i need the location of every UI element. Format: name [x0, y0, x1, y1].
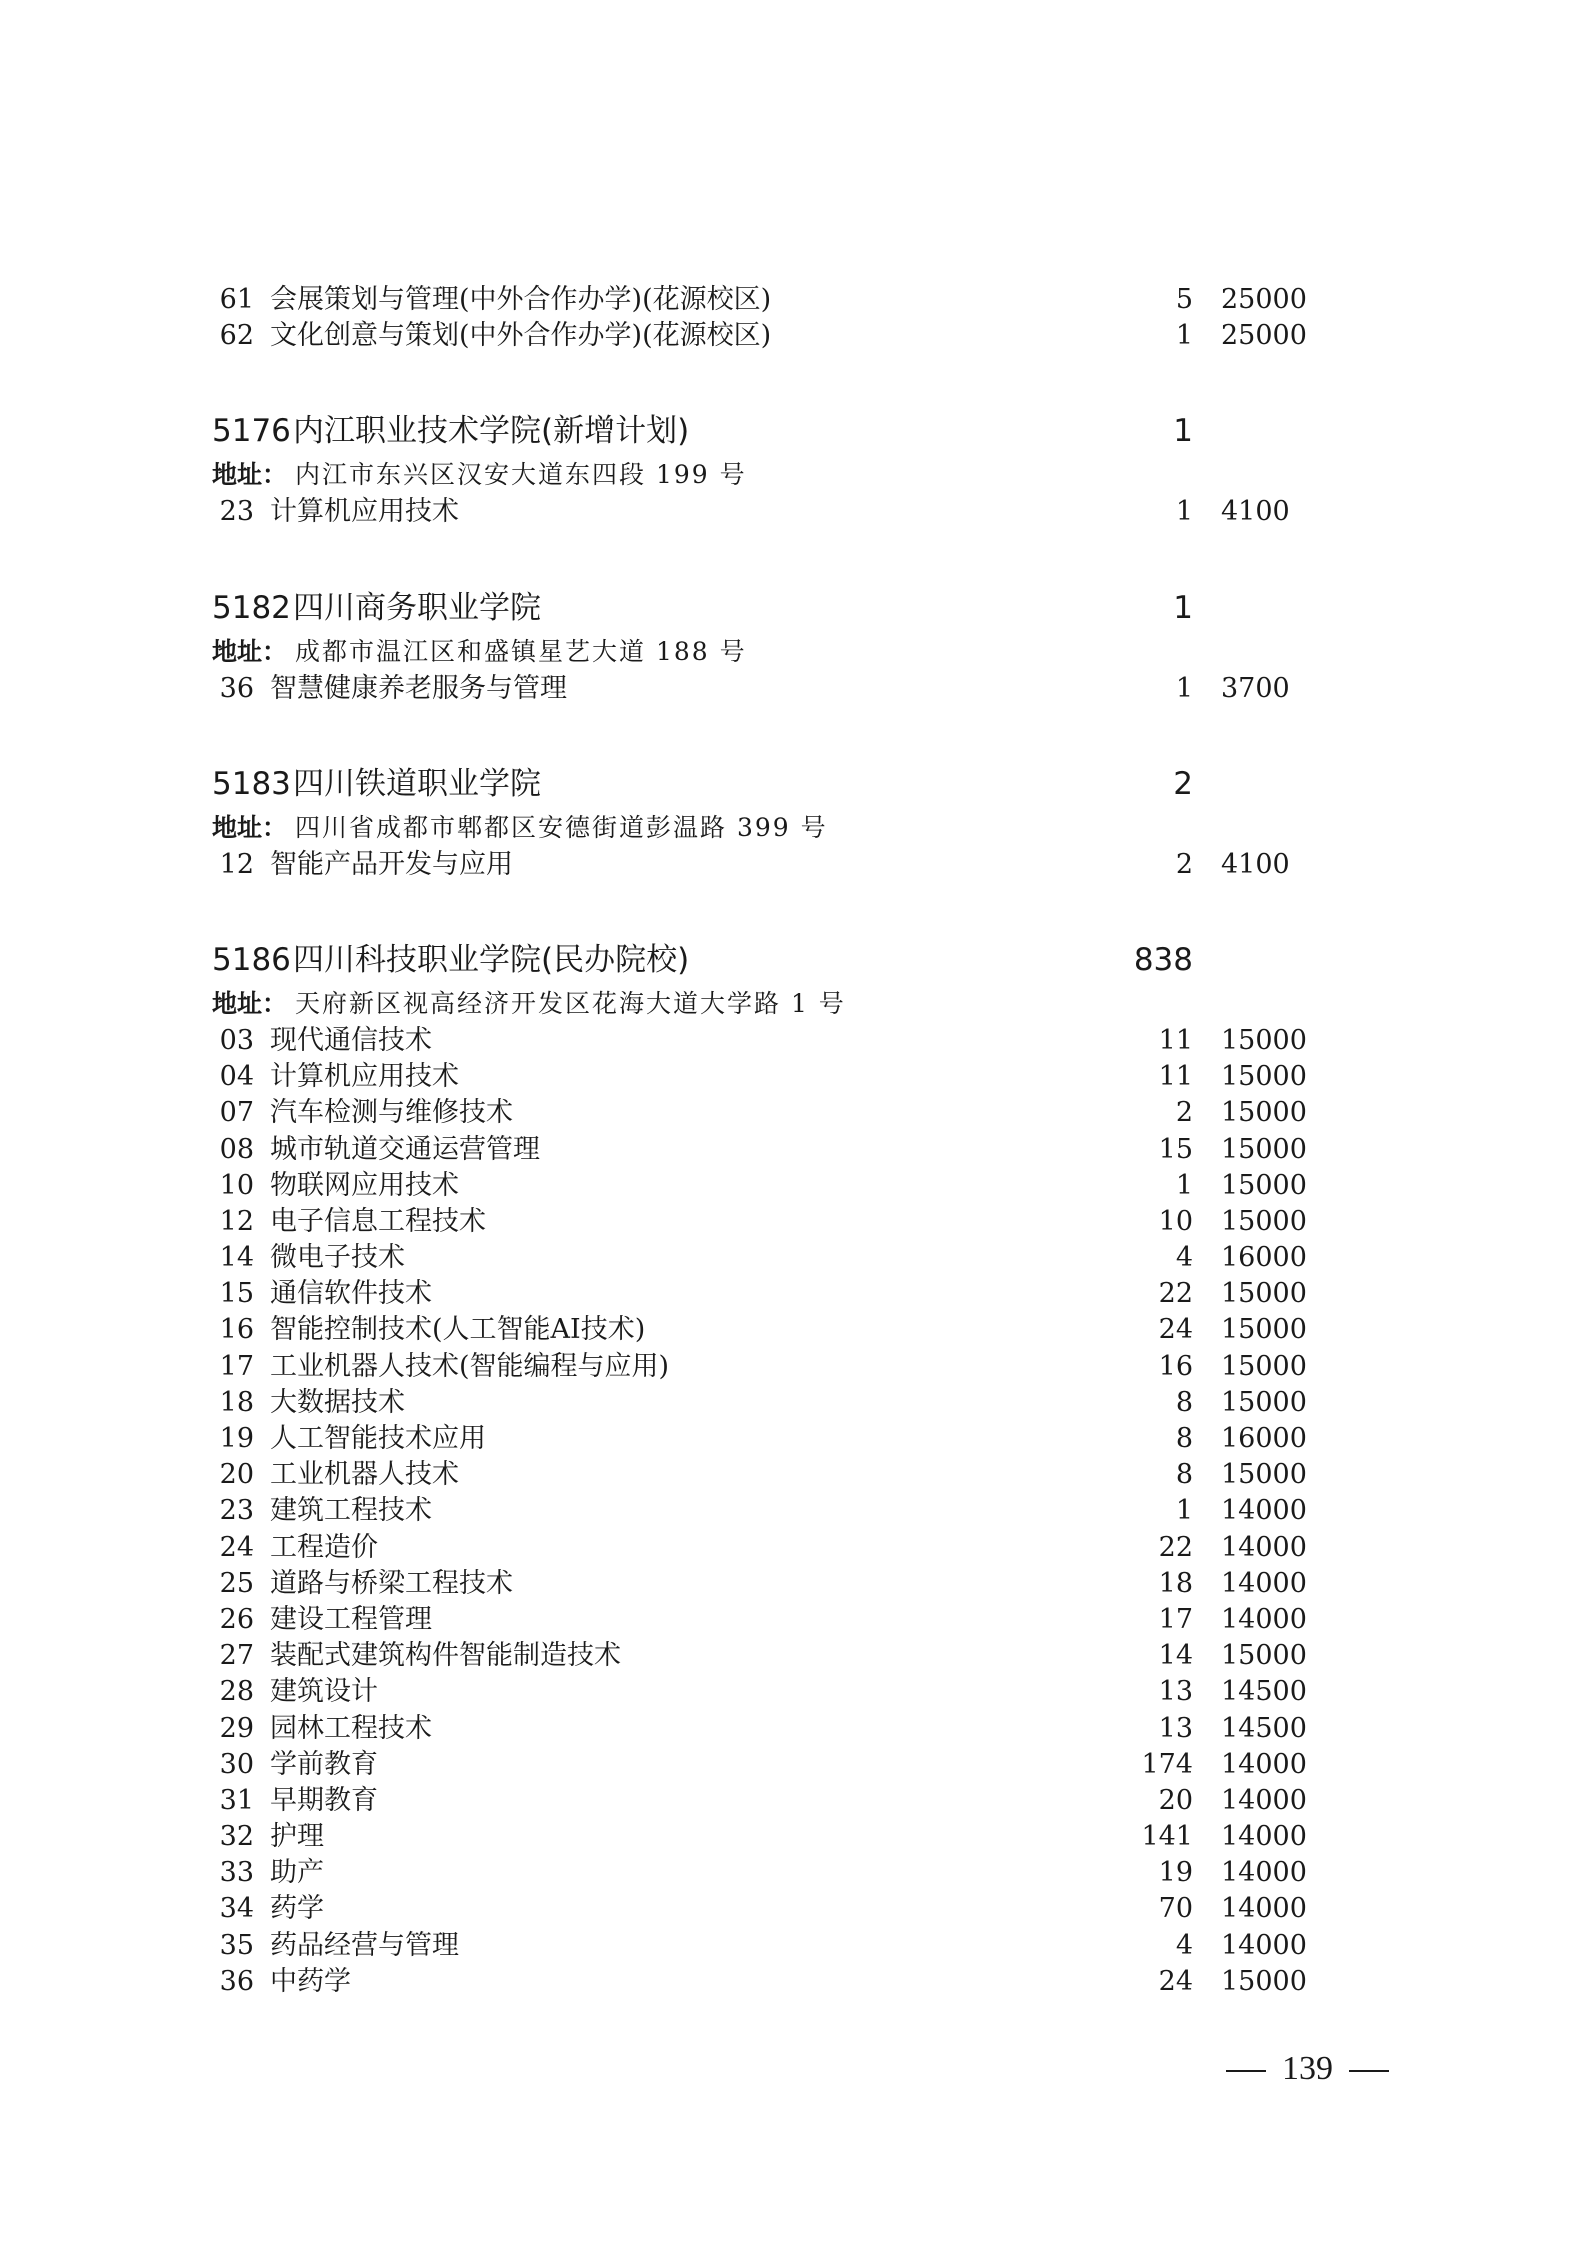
program-count: 174 — [1141, 1748, 1193, 1780]
program-code: 08 — [219, 1133, 254, 1165]
program-row — [0, 1711, 1587, 1747]
program-fee: 14000 — [1221, 1857, 1307, 1889]
program-fee: 14000 — [1221, 1748, 1307, 1780]
program-code: 16 — [219, 1314, 254, 1346]
program-count: 2 — [1175, 848, 1193, 880]
program-name: 药学 — [270, 1893, 324, 1925]
program-fee: 14000 — [1221, 1929, 1307, 1961]
program-row — [0, 1891, 1587, 1927]
program-code: 10 — [219, 1169, 254, 1201]
program-row — [0, 1095, 1587, 1131]
school-total-count: 2 — [1173, 765, 1193, 802]
program-count: 1 — [1175, 496, 1193, 528]
program-name: 计算机应用技术 — [270, 1061, 459, 1093]
program-code: 23 — [219, 496, 254, 528]
address-label: 地址： — [212, 460, 288, 490]
school-header — [0, 406, 1587, 456]
program-fee: 15000 — [1221, 1314, 1307, 1346]
program-code: 12 — [219, 848, 254, 880]
program-row — [0, 1602, 1587, 1638]
school-total-count: 1 — [1173, 589, 1193, 626]
program-row — [0, 1928, 1587, 1964]
program-code: 24 — [219, 1531, 254, 1563]
program-count: 1 — [1175, 1169, 1193, 1201]
address-label: 地址： — [212, 988, 288, 1018]
program-row — [0, 1168, 1587, 1204]
program-count: 15 — [1158, 1133, 1193, 1165]
program-code: 23 — [219, 1495, 254, 1527]
program-row — [0, 1276, 1587, 1312]
school-address — [0, 809, 1587, 847]
program-count: 1 — [1175, 1495, 1193, 1527]
program-count: 70 — [1158, 1893, 1193, 1925]
program-fee: 15000 — [1221, 1169, 1307, 1201]
program-code: 04 — [219, 1061, 254, 1093]
program-row — [0, 1566, 1587, 1602]
program-count: 10 — [1158, 1205, 1193, 1237]
program-code: 17 — [219, 1350, 254, 1382]
program-code: 20 — [219, 1459, 254, 1491]
program-row — [0, 1638, 1587, 1674]
program-row — [0, 494, 1587, 530]
program-count: 1 — [1175, 320, 1193, 352]
section-gap — [0, 883, 1587, 935]
program-name: 文化创意与策划(中外合作办学)(花源校区) — [270, 320, 772, 352]
program-fee: 4100 — [1221, 848, 1290, 880]
address-text: 内江市东兴区汉安大道东四段 199 号 — [295, 460, 747, 490]
program-name: 药品经营与管理 — [270, 1929, 459, 1961]
page-number: 139 — [1282, 2050, 1333, 2087]
program-name: 会展策划与管理(中外合作办学)(花源校区) — [270, 284, 772, 315]
footer-dash-left — [1226, 2070, 1266, 2072]
enrollment-listing — [0, 282, 1587, 2000]
section-gap — [0, 531, 1587, 583]
program-code: 25 — [219, 1567, 254, 1599]
school-code: 5186 — [212, 941, 291, 978]
program-fee: 15000 — [1221, 1024, 1307, 1056]
program-row — [0, 318, 1587, 354]
program-count: 8 — [1175, 1423, 1193, 1454]
program-name: 建设工程管理 — [270, 1603, 432, 1635]
program-fee: 14000 — [1221, 1821, 1307, 1853]
program-name: 工业机器人技术(智能编程与应用) — [270, 1350, 670, 1382]
program-count: 14 — [1158, 1640, 1193, 1672]
school-header — [0, 935, 1587, 985]
program-row — [0, 1023, 1587, 1059]
program-name: 园林工程技术 — [270, 1712, 432, 1744]
address-label: 地址： — [212, 812, 288, 842]
program-count: 8 — [1175, 1386, 1193, 1418]
program-code: 34 — [219, 1893, 254, 1925]
program-count: 18 — [1158, 1567, 1193, 1599]
program-name: 智能控制技术(人工智能AI技术) — [270, 1314, 646, 1346]
program-code: 33 — [219, 1857, 254, 1889]
program-row — [0, 847, 1587, 883]
program-fee: 25000 — [1221, 320, 1307, 352]
program-fee: 15000 — [1221, 1459, 1307, 1491]
program-name: 工程造价 — [270, 1531, 378, 1563]
program-code: 36 — [219, 672, 254, 704]
program-count: 5 — [1175, 284, 1193, 315]
program-fee: 15000 — [1221, 1205, 1307, 1237]
section-gap — [0, 354, 1587, 406]
program-row — [0, 1783, 1587, 1819]
school-section — [0, 531, 1587, 707]
program-row — [0, 1964, 1587, 2000]
school-name: 四川铁道职业学院 — [293, 765, 541, 802]
program-fee: 3700 — [1221, 672, 1290, 704]
program-fee: 14000 — [1221, 1893, 1307, 1925]
program-row — [0, 282, 1587, 318]
program-code: 35 — [219, 1929, 254, 1961]
program-code: 62 — [219, 320, 254, 352]
program-name: 人工智能技术应用 — [270, 1423, 486, 1454]
school-address — [0, 456, 1587, 494]
program-name: 电子信息工程技术 — [270, 1205, 486, 1237]
program-count: 20 — [1158, 1784, 1193, 1816]
program-count: 11 — [1158, 1024, 1193, 1056]
program-name: 装配式建筑构件智能制造技术 — [270, 1640, 621, 1672]
school-section — [0, 707, 1587, 883]
program-fee: 16000 — [1221, 1423, 1307, 1454]
program-fee: 14000 — [1221, 1567, 1307, 1599]
program-code: 61 — [219, 284, 254, 315]
program-fee: 15000 — [1221, 1640, 1307, 1672]
program-name: 汽车检测与维修技术 — [270, 1097, 513, 1129]
program-code: 15 — [219, 1278, 254, 1310]
program-row — [0, 1819, 1587, 1855]
program-row — [0, 1674, 1587, 1710]
program-count: 141 — [1141, 1821, 1193, 1853]
address-text: 四川省成都市郫都区安德街道彭温路 399 号 — [295, 812, 828, 842]
program-name: 通信软件技术 — [270, 1278, 432, 1310]
program-code: 27 — [219, 1640, 254, 1672]
school-section — [0, 883, 1587, 2000]
school-header — [0, 759, 1587, 809]
program-fee: 14000 — [1221, 1495, 1307, 1527]
program-fee: 15000 — [1221, 1965, 1307, 1997]
program-count: 1 — [1175, 672, 1193, 704]
program-name: 计算机应用技术 — [270, 496, 459, 528]
program-row — [0, 1312, 1587, 1348]
program-count: 11 — [1158, 1061, 1193, 1093]
program-row — [0, 1421, 1587, 1457]
program-code: 28 — [219, 1676, 254, 1708]
program-row — [0, 1530, 1587, 1566]
program-name: 护理 — [270, 1821, 324, 1853]
program-count: 17 — [1158, 1603, 1193, 1635]
program-code: 14 — [219, 1242, 254, 1274]
program-name: 早期教育 — [270, 1784, 378, 1816]
program-fee: 15000 — [1221, 1278, 1307, 1310]
page-footer — [1210, 2050, 1405, 2088]
program-count: 4 — [1175, 1242, 1193, 1274]
program-name: 大数据技术 — [270, 1386, 405, 1418]
program-row — [0, 1240, 1587, 1276]
program-fee: 14000 — [1221, 1784, 1307, 1816]
program-name: 智慧健康养老服务与管理 — [270, 672, 567, 704]
program-count: 2 — [1175, 1097, 1193, 1129]
program-code: 32 — [219, 1821, 254, 1853]
program-fee: 15000 — [1221, 1350, 1307, 1382]
footer-dash-right — [1349, 2070, 1389, 2072]
program-fee: 25000 — [1221, 284, 1307, 315]
address-label: 地址： — [212, 636, 288, 666]
program-name: 微电子技术 — [270, 1242, 405, 1274]
school-address — [0, 985, 1587, 1023]
school-total-count: 838 — [1133, 941, 1193, 978]
school-total-count: 1 — [1173, 413, 1193, 450]
program-code: 36 — [219, 1965, 254, 1997]
school-section — [0, 354, 1587, 530]
program-name: 助产 — [270, 1857, 324, 1889]
program-code: 30 — [219, 1748, 254, 1780]
program-row — [0, 1204, 1587, 1240]
program-name: 城市轨道交通运营管理 — [270, 1133, 540, 1165]
program-row — [0, 1747, 1587, 1783]
school-section — [0, 282, 1587, 354]
school-name: 内江职业技术学院(新增计划) — [293, 413, 690, 450]
program-row — [0, 1132, 1587, 1168]
program-name: 道路与桥梁工程技术 — [270, 1567, 513, 1599]
program-row — [0, 671, 1587, 707]
program-row — [0, 1457, 1587, 1493]
program-fee: 15000 — [1221, 1386, 1307, 1418]
school-code: 5182 — [212, 589, 291, 626]
program-count: 19 — [1158, 1857, 1193, 1889]
program-fee: 15000 — [1221, 1097, 1307, 1129]
school-name: 四川商务职业学院 — [293, 589, 541, 626]
program-code: 31 — [219, 1784, 254, 1816]
program-row — [0, 1493, 1587, 1529]
program-fee: 16000 — [1221, 1242, 1307, 1274]
program-fee: 14000 — [1221, 1531, 1307, 1563]
program-fee: 15000 — [1221, 1133, 1307, 1165]
program-fee: 14500 — [1221, 1676, 1307, 1708]
program-code: 19 — [219, 1423, 254, 1454]
program-name: 工业机器人技术 — [270, 1459, 459, 1491]
school-code: 5183 — [212, 765, 291, 802]
program-row — [0, 1059, 1587, 1095]
program-name: 物联网应用技术 — [270, 1169, 459, 1201]
school-code: 5176 — [212, 413, 291, 450]
address-text: 成都市温江区和盛镇星艺大道 188 号 — [295, 636, 747, 666]
program-row — [0, 1855, 1587, 1891]
program-count: 4 — [1175, 1929, 1193, 1961]
program-row — [0, 1349, 1587, 1385]
program-count: 22 — [1158, 1531, 1193, 1563]
program-fee: 14000 — [1221, 1603, 1307, 1635]
program-name: 建筑设计 — [270, 1676, 378, 1708]
school-address — [0, 633, 1587, 671]
school-header — [0, 583, 1587, 633]
program-count: 22 — [1158, 1278, 1193, 1310]
program-code: 03 — [219, 1024, 254, 1056]
program-name: 建筑工程技术 — [270, 1495, 432, 1527]
program-name: 现代通信技术 — [270, 1024, 432, 1056]
program-fee: 4100 — [1221, 496, 1290, 528]
program-name: 学前教育 — [270, 1748, 378, 1780]
program-count: 24 — [1158, 1314, 1193, 1346]
program-count: 13 — [1158, 1676, 1193, 1708]
program-code: 26 — [219, 1603, 254, 1635]
program-count: 24 — [1158, 1965, 1193, 1997]
program-count: 16 — [1158, 1350, 1193, 1382]
program-fee: 14500 — [1221, 1712, 1307, 1744]
program-code: 12 — [219, 1205, 254, 1237]
program-code: 07 — [219, 1097, 254, 1129]
program-count: 13 — [1158, 1712, 1193, 1744]
program-row — [0, 1385, 1587, 1421]
program-name: 智能产品开发与应用 — [270, 848, 513, 880]
school-name: 四川科技职业学院(民办院校) — [293, 941, 690, 978]
program-name: 中药学 — [270, 1965, 351, 1997]
program-count: 8 — [1175, 1459, 1193, 1491]
section-gap — [0, 707, 1587, 759]
program-code: 29 — [219, 1712, 254, 1744]
address-text: 天府新区视高经济开发区花海大道大学路 1 号 — [295, 988, 846, 1018]
program-code: 18 — [219, 1386, 254, 1418]
program-fee: 15000 — [1221, 1061, 1307, 1093]
